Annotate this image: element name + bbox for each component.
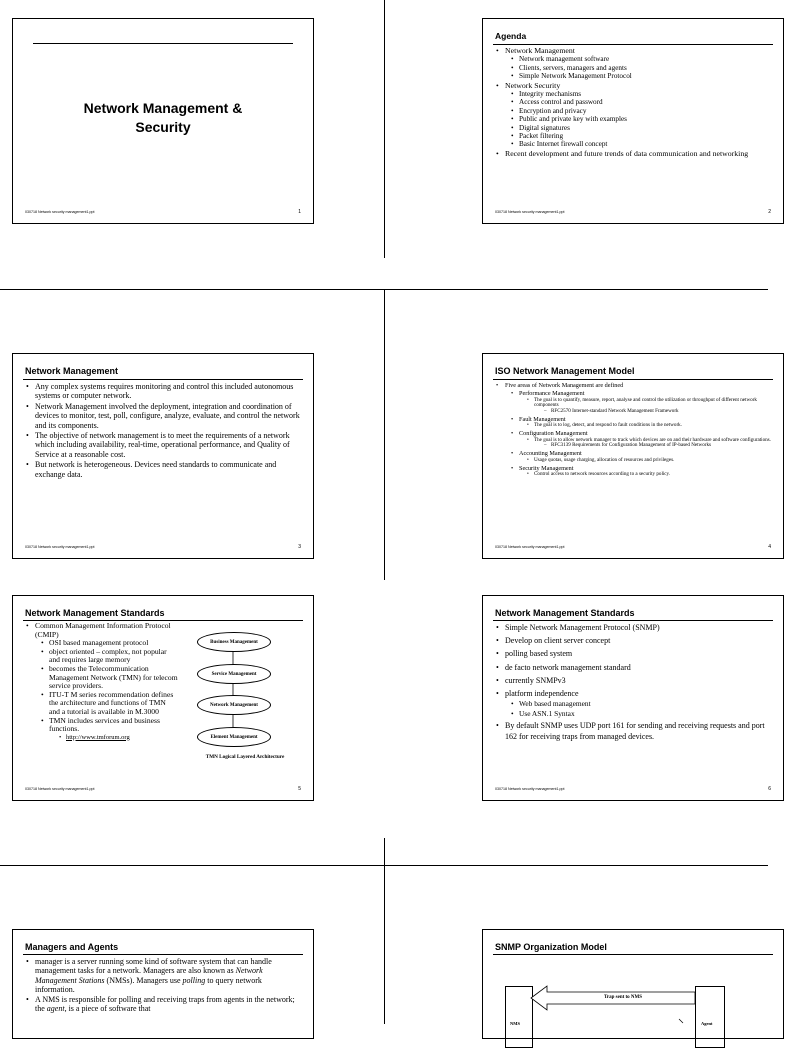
slide-4 — [482, 353, 784, 559]
page-divider-horizontal — [0, 289, 768, 290]
slide-footer: 030718 Network security management1.ppt — [25, 787, 95, 791]
slide-8 — [482, 929, 784, 1039]
title-rule — [23, 954, 303, 955]
agenda-item — [495, 46, 771, 81]
title-rule — [493, 379, 773, 380]
iso-area-detail — [527, 423, 771, 429]
iso-area-ref-list — [544, 443, 771, 449]
iso-area-name: Accounting Management — [519, 450, 582, 458]
list-item: • OSI based management protocol — [41, 639, 178, 648]
iso-area — [511, 430, 771, 449]
agenda-sub-item: • Integrity mechanisms — [511, 90, 771, 98]
iso-model-list — [495, 382, 771, 478]
list-item: • ITU-T M series recommendation defines the architecture and functions of TMN and a tutorial is available in M.3000 — [41, 691, 178, 717]
iso-area-desc: • Control access to network resources according to a security policy. — [527, 472, 771, 478]
bullet-list — [25, 957, 301, 1013]
layer-network-management: Network Management — [197, 695, 271, 715]
slide-title: ISO Network Management Model — [495, 366, 635, 376]
list-item-label: polling based system — [505, 649, 573, 659]
agenda-sub-list — [511, 55, 771, 80]
iso-area-name: Security Management — [519, 464, 574, 472]
sub-list — [511, 699, 771, 718]
slide-footer: 030718 Network security management1.ppt — [495, 545, 565, 549]
agenda-sub-item: • Packet filtering — [511, 132, 771, 140]
slide-number: 6 — [768, 786, 771, 792]
slide-title: Network Management Standards — [495, 608, 635, 618]
slide-1 — [12, 18, 314, 224]
cmip-list — [25, 622, 178, 742]
slide-number: 1 — [298, 209, 301, 215]
snmp-list — [495, 623, 771, 745]
agenda-item-label: Recent development and future trends of data communication and networking — [505, 148, 749, 158]
slide-title: Network Management — [25, 366, 119, 376]
list-item: • TMN includes services and business functions. — [41, 717, 178, 734]
list-item-label: Develop on client server concept — [505, 636, 611, 646]
tmn-diagram — [183, 632, 307, 762]
iso-area — [511, 465, 771, 478]
iso-area-detail — [527, 458, 771, 464]
list-item: • Any complex systems requires monitoring and control this included autonomous systems or computer network. — [25, 382, 301, 401]
iso-intro-text: Five areas of Network Management are defined — [505, 382, 624, 389]
slide-6 — [482, 595, 784, 801]
iso-area-desc: • The goal is to quantify, measure, report, analyse and control the utilization or throughput of different network components – RFC2570 Internet-standard Network Management Framework — [527, 398, 771, 415]
list-item-label: platform independence — [505, 689, 579, 699]
list-item — [495, 649, 771, 659]
list-item — [495, 721, 771, 741]
agenda-sub-item: • Access control and password — [511, 98, 771, 106]
iso-area-name: Performance Management — [519, 390, 585, 398]
slide-number: 4 — [768, 544, 771, 550]
iso-area-desc: • The goal is to log, detect, and respond to fault conditions in the network. — [527, 423, 771, 429]
sub-item: • Web based management — [511, 699, 771, 709]
slide-title: Agenda — [495, 31, 527, 41]
slide-title: Managers and Agents — [25, 942, 119, 952]
iso-area — [511, 416, 771, 429]
list-item: • Common Management Information Protocol (CMIP) • OSI based management protocol • object oriented – complex, not popular and requires large memory • becomes the Telecommunication Management Network (TMN) for telecom service providers. • ITU-T M series recommendation defines the architecture and functions of TMN and a tutorial is available in M.3000 • TMN includes services and business functions. • http://www.tmforum.org — [25, 622, 178, 742]
page-divider-vertical — [384, 290, 385, 580]
title-rule — [493, 620, 773, 621]
agenda-sub-item: • Network management software — [511, 55, 771, 63]
list-item — [495, 663, 771, 673]
list-item: • object oriented – complex, not popular and requires large memory — [41, 648, 178, 665]
slide-5 — [12, 595, 314, 801]
list-item-label: currently SNMPv3 — [505, 675, 566, 685]
iso-area-detail — [527, 438, 771, 450]
title-rule — [493, 954, 773, 955]
page-divider-horizontal — [0, 865, 768, 866]
list-item: • Network Management involved the deployment, integration and coordination of devices to monitor, test, poll, configure, analyze, evaluate, and control the network and its components. — [25, 402, 301, 430]
iso-area — [511, 390, 771, 415]
iso-area-desc: • The goal is to allow network manager to track which devices are on and their hardware and software configurations. – RFC3139 Requirements for Configuration Management of IP-based Networks — [527, 438, 771, 450]
iso-area-name: Fault Management — [519, 416, 566, 424]
slide-number: 2 — [768, 209, 771, 215]
iso-list — [495, 382, 771, 478]
iso-intro — [495, 382, 771, 478]
slide-2 — [482, 18, 784, 224]
sub-item: • Use ASN.1 Syntax — [511, 709, 771, 719]
list-item-label: de facto network management standard — [505, 662, 631, 672]
iso-area-ref: – RFC2570 Internet-standard Network Management Framework — [544, 409, 771, 415]
trap-arrow — [483, 980, 785, 1060]
slide-1-title: Network Management & Security — [83, 100, 243, 135]
iso-area-desc: • Usage quotas, usage charging, allocation of resources and privileges. — [527, 458, 771, 464]
agenda-items — [495, 46, 771, 158]
title-rule — [23, 379, 303, 380]
agenda-sub-item: • Digital signatures — [511, 124, 771, 132]
agenda-item-label: Network Management — [505, 46, 575, 55]
tmforum-link[interactable]: http://www.tmforum.org — [66, 733, 130, 741]
agent-box: Agent — [695, 986, 725, 1048]
slide-title: Network Management Standards — [25, 608, 165, 618]
snmp-items — [495, 623, 771, 742]
list-item — [495, 623, 771, 633]
layer-element-management: Element Management — [197, 727, 271, 747]
slide-number: 3 — [298, 544, 301, 550]
iso-area — [511, 450, 771, 463]
agenda-list — [495, 46, 771, 158]
diagram-caption: TMN Logical Layered Architecture — [205, 754, 285, 760]
title-rule — [33, 43, 293, 44]
layer-business-management: Business Management — [197, 632, 271, 652]
list-item: • manager is a server running some kind of software system that can handle management tasks for a network. Managers are also known as Network Management Stations (NMSs). Managers use polling to query network information. — [25, 957, 301, 995]
list-item — [495, 636, 771, 646]
agenda-sub-item: • Basic Internet firewall concept — [511, 140, 771, 148]
slide-title: SNMP Organization Model — [495, 942, 607, 952]
slide-footer: 030718 Network security management1.ppt — [25, 545, 95, 549]
slide-footer: 030718 Network security management1.ppt — [25, 210, 95, 214]
slide-3 — [12, 353, 314, 559]
list-item — [495, 676, 771, 686]
slide-footer: 030718 Network security management1.ppt — [495, 210, 565, 214]
agenda-sub-list — [511, 90, 771, 149]
list-item — [59, 734, 178, 743]
slide-footer: 030718 Network security management1.ppt — [495, 787, 565, 791]
page-divider-vertical — [384, 0, 385, 258]
iso-area-detail — [527, 398, 771, 415]
slide-number: 5 — [298, 786, 301, 792]
layer-service-management: Service Management — [197, 664, 271, 684]
list-item-label: Simple Network Management Protocol (SNMP) — [505, 623, 660, 632]
agenda-item — [495, 81, 771, 149]
iso-area-ref: – RFC3139 Requirements for Configuration Management of IP-based Networks — [544, 443, 771, 449]
iso-area-detail — [527, 472, 771, 478]
list-item: • The objective of network management is to meet the requirements of a network which including availability, real-time, operational performance, and Quality of Service at a reasonable cost. — [25, 431, 301, 459]
list-item-label: By default SNMP uses UDP port 161 for sending and receiving requests and port 162 for receiving traps from managed devices. — [505, 721, 765, 741]
iso-areas — [511, 390, 771, 477]
list-item: • becomes the Telecommunication Management Network (TMN) for telecom service providers. — [41, 665, 178, 691]
title-rule — [493, 44, 773, 45]
slide-7 — [12, 929, 314, 1039]
iso-area-ref-list — [544, 409, 771, 415]
list-item — [495, 689, 771, 718]
agenda-sub-item: • Encryption and privacy — [511, 107, 771, 115]
bullet-list — [25, 382, 301, 480]
agenda-sub-item: • Clients, servers, managers and agents — [511, 64, 771, 72]
arrow-label: Trap sent to NMS — [603, 995, 643, 1000]
sub-sub-list — [59, 734, 178, 743]
agenda-sub-item: • Public and private key with examples — [511, 115, 771, 123]
agenda-sub-item: • Simple Network Management Protocol — [511, 72, 771, 80]
sub-list — [41, 639, 178, 734]
agenda-item-label: Network Security — [505, 80, 561, 90]
agenda-item — [495, 149, 771, 158]
iso-area-name: Configuration Management — [519, 430, 588, 438]
list-item: • But network is heterogeneous. Devices need standards to communicate and exchange data. — [25, 460, 301, 479]
list-item: • A NMS is responsible for polling and receiving traps from agents in the network; the agent, is a piece of software that — [25, 995, 301, 1014]
nms-box: NMS — [505, 986, 533, 1048]
